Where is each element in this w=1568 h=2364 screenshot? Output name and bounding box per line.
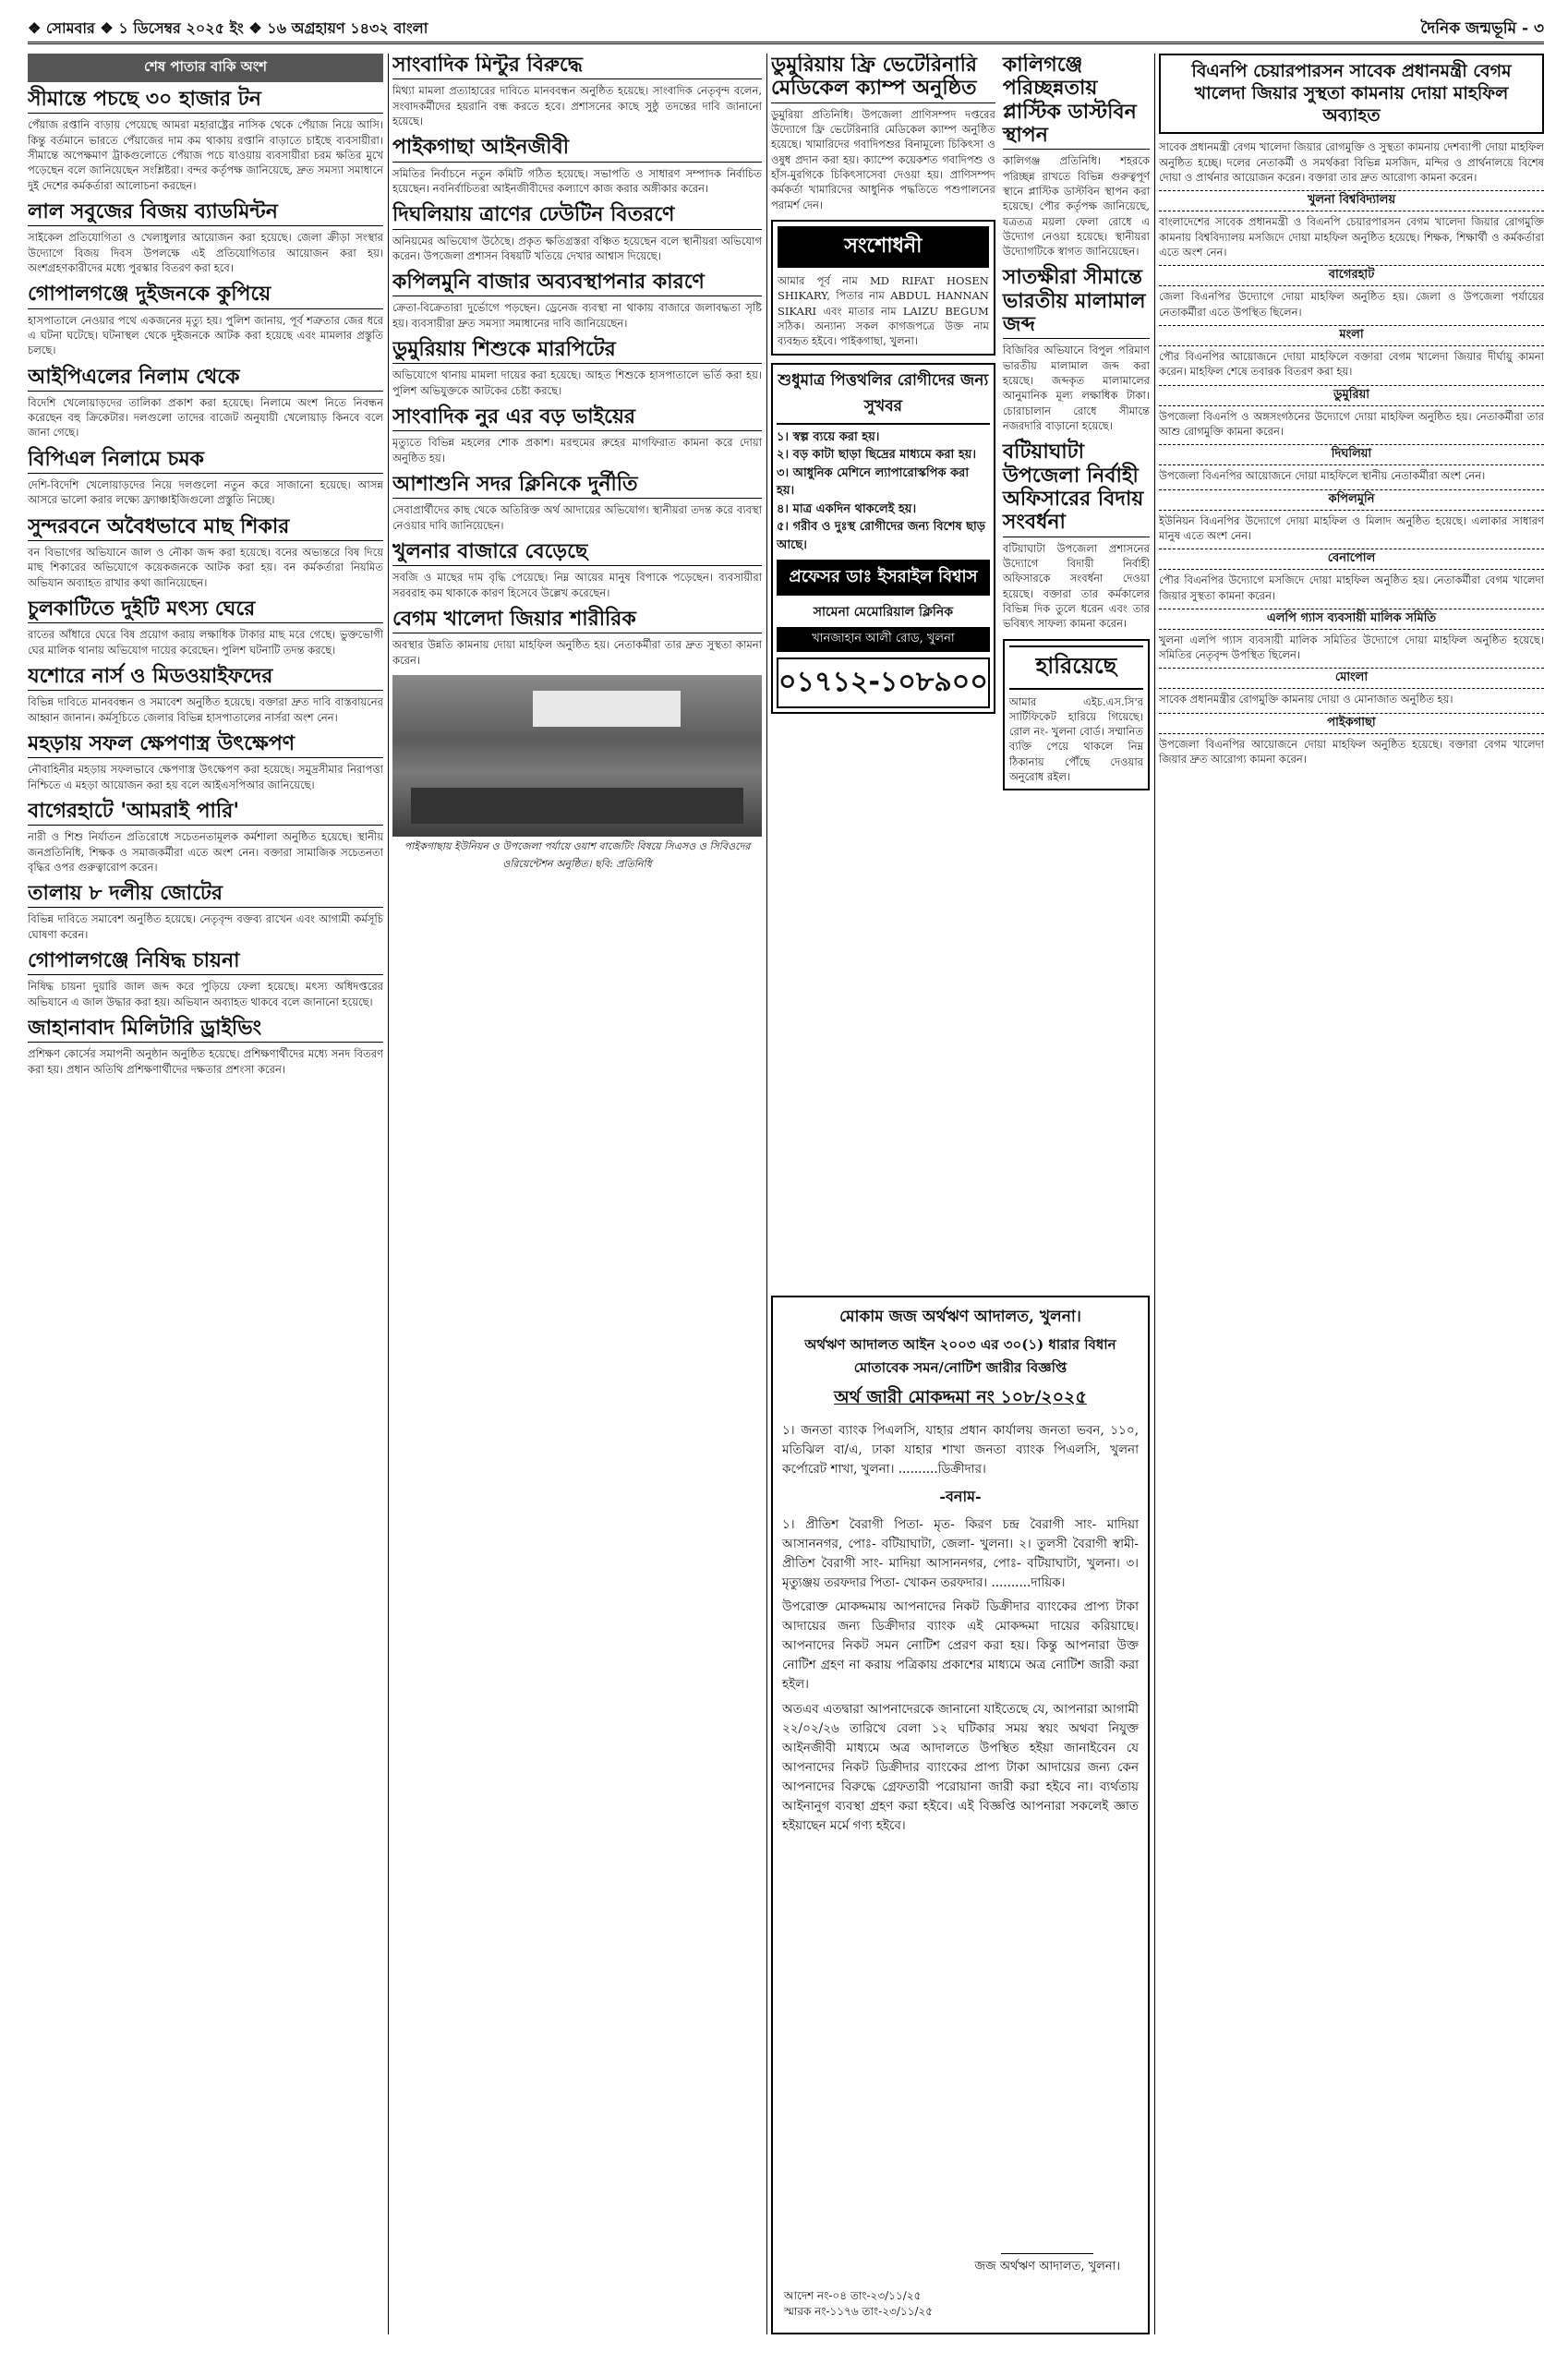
location-body: সাবেক প্রধানমন্ত্রীর রোগমুক্তি কামনায় দোয়া ও মোনাজাত অনুষ্ঠিত হয়।	[1159, 693, 1453, 706]
article-headline: বেগম খালেদা জিয়ার শারীরিক	[392, 608, 762, 633]
ad-items	[777, 428, 990, 555]
article-body: সমিতির নির্বাচনে নতুন কমিটি গঠিত হয়েছে। সভাপতি ও সাধারণ সম্পাদক নির্বাচিত হয়েছেন। নবনির্বাচিতরা আইনজীবীদের কল্যাণে কাজ করার অঙ্গীকার করেন।	[392, 166, 762, 195]
legal-case-number: অর্থ জারী মোকদ্দমা নং ১০৮/২০২৫	[834, 1387, 1087, 1407]
article-headline: সাংবাদিক মিন্টুর বিরুদ্ধে	[392, 54, 762, 79]
ad-item: ৩। আধুনিক মেশিনে ল্যাপারোস্কপিক করা হয়।	[777, 465, 970, 499]
article-body: অনিয়মের অভিযোগ উঠেছে। প্রকৃত ক্ষতিগ্রস্তরা বঞ্চিত হয়েছেন বলে স্থানীয়রা অভিযোগ করেন। উপজেলা প্রশাসন বিষয়টি খতিয়ে দেখার আশ্বাস দিয়েছে।	[392, 234, 762, 262]
article-body: সবজি ও মাছের দাম বৃদ্ধি পেয়েছে। নিম্ন আয়ের মানুষ বিপাকে পড়েছেন। ব্যবসায়ীরা সরবরাহ কম থাকাকে কারণ হিসেবে উল্লেখ করেছেন।	[392, 571, 762, 599]
article-headline: সীমান্তে পচছে ৩০ হাজার টন	[28, 88, 383, 114]
location-body: উপজেলা বিএনপি ও অঙ্গসংগঠনের উদ্যোগে দোয়া মাহফিল অনুষ্ঠিত হয়। নেতাকর্মীরা তার আশু রোগমুক্তি কামনা করেন।	[1159, 409, 1544, 438]
location-body: জেলা বিএনপির উদ্যোগে দোয়া মাহফিল অনুষ্ঠিত হয়। জেলা ও উপজেলা পর্যায়ের নেতাকর্মীরা এতে উপস্থিত ছিলেন।	[1159, 290, 1544, 319]
article-headline: আশাশুনি সদর ক্লিনিকে দুর্নীতি	[392, 473, 762, 499]
article	[28, 1017, 383, 1077]
article	[28, 665, 383, 725]
article-headline: ডুমুরিয়ায় শিশুকে মারপিটের	[392, 338, 762, 364]
page-header	[28, 17, 1544, 44]
ad-headline: শুধুমাত্র পিত্তথলির রোগীদের জন্য সুখবর	[777, 368, 990, 425]
legal-defendants: ১। প্রীতিশ বৈরাগী পিতা- মৃত- কিরণ চন্দ্র বৈরাগী সাং- মাদিয়া আসাননগর, পোঃ- বটিয়াঘাটা, জেলা- খুলনা। ২। তুলসী বৈরাগী স্বামী- প্রীতিশ বৈরাগী সাং- মাদিয়া আসাননগর, পোঃ- বটিয়াঘাটা, খুলনা। ৩। মৃত্যুঞ্জয় তরফদার পিতা- খোকন তরফদার। ..........দায়িক।	[782, 1516, 1139, 1590]
photo-table	[411, 788, 743, 824]
article-body: রাতের আঁধারে ঘেরে বিষ প্রয়োগ করায় লক্ষাধিক টাকার মাছ মরে গেছে। ভুক্তভোগী ঘের মালিক থানায় অভিযোগ দায়ের করেছেন। পুলিশ ঘটনাটি তদন্ত করছে।	[28, 628, 383, 657]
photo-caption: পাইকগাছায় ইউনিয়ন ও উপজেলা পর্যায়ে ওয়াশ বাজেটিং বিষয়ে সিএসও ও সিবিওদের ওরিয়েন্টেশন অনুষ্ঠিত। ছবি: প্রতিনিধি	[404, 839, 751, 870]
location-subhead: এলপি গ্যাস ব্যবসায়ী মালিক সমিতি	[1159, 609, 1544, 630]
article-body: সেবাপ্রার্থীদের কাছ থেকে অতিরিক্ত অর্থ আদায়ের অভিযোগ। স্থানীয়রা তদন্ত করে ব্যবস্থা নেওয়ার দাবি জানিয়েছেন।	[392, 503, 762, 532]
article	[28, 200, 383, 275]
header-date: ❖ সোমবার ❖ ১ ডিসেম্বর ২০২৫ ইং ❖ ১৬ অগ্রহায়ণ ১৪৩২ বাংলা	[28, 19, 428, 37]
location-body: উপজেলা বিএনপির আয়োজনে দোয়া মাহফিলে স্থানীয় নেতাকর্মীরা অংশ নেন।	[1159, 469, 1486, 483]
article-body: হাসপাতালে নেওয়ার পথে একজনের মৃত্যু হয়। পুলিশ জানায়, পূর্ব শত্রুতার জের ধরে এ ঘটনা ঘটেছে। ঘটনাস্থল থেকে দুইজনকে আটক করা হয়েছে এবং মামলার প্রস্তুতি চলছে।	[28, 313, 383, 357]
article-headline: দিঘলিয়ায় ত্রাণের ঢেউটিন বিতরণে	[392, 203, 762, 229]
article	[28, 800, 383, 874]
article	[392, 54, 762, 128]
location-subhead: দিঘলিয়া	[1159, 444, 1544, 465]
article-body: বন বিভাগের অভিযানে জাল ও নৌকা জব্দ করা হয়েছে। বনের অভ্যন্তরে বিষ দিয়ে মাছ শিকারের অভিযোগে কয়েকজনকে আটক করা হয়। বন কর্মকর্তারা নিয়মিত অভিযান অব্যাহত রাখার কথা জানিয়েছেন।	[28, 546, 383, 589]
article-body: নিষিদ্ধ চায়না দুয়ারি জাল জব্দ করে পুড়িয়ে ফেলা হয়েছে। মৎস্য অধিদপ্তরের অভিযানে এ জাল উদ্ধার করা হয়। অভিযান অব্যাহত থাকবে বলে জানানো হয়েছে।	[28, 980, 383, 1008]
article-headline: খুলনার বাজারে বেড়েছে	[392, 540, 762, 566]
lost-title: হারিয়েছে	[1009, 645, 1143, 690]
ad-address: খানজাহান আলী রোড, খুলনা	[777, 627, 990, 652]
location-subhead: খুলনা বিশ্ববিদ্যালয়	[1159, 190, 1544, 211]
article-headline: সাংবাদিক নুর এর বড় ভাইয়ের	[392, 405, 762, 431]
article-body: বিভিন্ন দাবিতে সমাবেশ অনুষ্ঠিত হয়েছে। নেতৃবৃন্দ বক্তব্য রাখেন এবং আগামী কর্মসূচি ঘোষণা করেন।	[28, 912, 383, 941]
article-body: দেশি-বিদেশি খেলোয়াড়দের নিয়ে দলগুলো নতুন করে সাজানো হয়েছে। আসন্ন আসরে ভালো করার লক্ষ্যে ফ্র্যাঞ্চাইজিগুলো প্রস্তুতি নিচ্ছে।	[28, 478, 383, 507]
location-subhead: বাগেরহাট	[1159, 265, 1544, 286]
legal-footer	[784, 2288, 933, 2320]
article-headline: সাতক্ষীরা সীমান্তে ভারতীয় মালামাল জব্দ	[1003, 266, 1150, 339]
correction-notice	[771, 220, 995, 356]
article-body: নারী ও শিশু নির্যাতন প্রতিরোধে সচেতনতামূলক কর্মশালা অনুষ্ঠিত হয়েছে। স্থানীয় জনপ্রতিনিধি, শিক্ষক ও সমাজকর্মীরা এতে অংশ নেন। বক্তারা সামাজিক সচেতনতা বৃদ্ধির ওপর গুরুত্বারোপ করেন।	[28, 830, 383, 874]
location-subhead: মংলা	[1159, 325, 1544, 346]
article-body: প্রশিক্ষণ কোর্সের সমাপনী অনুষ্ঠান অনুষ্ঠিত হয়েছে। প্রশিক্ষণার্থীদের মধ্যে সনদ বিতরণ করা হয়। প্রধান অতিথি প্রশিক্ষণার্থীদের দক্ষতার প্রশংসা করেন।	[28, 1047, 383, 1076]
article-body: ডুমুরিয়া প্রতিনিধি। উপজেলা প্রাণিসম্পদ দপ্তরের উদ্যোগে ফ্রি ভেটেরিনারি মেডিকেল ক্যাম্প অনুষ্ঠিত হয়েছে। খামারিদের গবাদিপশুর বিনামূল্যে চিকিৎসা ও ওষুধ প্রদান করা হয়। ক্যাম্পে কয়েকশত গবাদিপশু ও হাঁস-মুরগিকে চিকিৎসাসেবা দেওয়া হয়। প্রাণিসম্পদ কর্মকর্তা খামারিদের আধুনিক পদ্ধতিতে পশুপালনের পরামর্শ দেন।	[771, 107, 995, 211]
article	[28, 515, 383, 590]
article-headline: কালিগঞ্জে পরিচ্ছন্নতায় প্লাস্টিক ডাস্টবিন স্থাপন	[1003, 54, 1150, 150]
article	[392, 271, 762, 331]
article-body: কালিগঞ্জ প্রতিনিধি। শহরকে পরিচ্ছন্ন রাখতে বিভিন্ন গুরুত্বপূর্ণ স্থানে প্লাস্টিক ডাস্টবিন স্থাপন করা হয়েছে। পৌর কর্তৃপক্ষ জানিয়েছে, যত্রতত্র ময়লা ফেলা রোধে এ উদ্যোগ নেওয়া হয়েছে। স্থানীয়রা উদ্যোগটিকে স্বাগত জানিয়েছেন।	[1002, 154, 1150, 259]
article-headline: মহড়ায় সফল ক্ষেপণাস্ত্র উৎক্ষেপণ	[28, 732, 383, 758]
article	[392, 608, 762, 668]
article-body: বিদেশি খেলোয়াড়দের তালিকা প্রকাশ করা হয়েছে। নিলামে অংশ নিতে নিবন্ধন করেছেন বহু ক্রিকেটার। দলগুলো তাদের বাজেট অনুযায়ী খেলোয়াড় কিনবে বলে জানা গেছে।	[28, 395, 383, 440]
article-body: মিথ্যা মামলা প্রত্যাহারের দাবিতে মানববন্ধন অনুষ্ঠিত হয়েছে। সাংবাদিক নেতৃবৃন্দ বলেন, সংবাদকর্মীদের হয়রানি বন্ধ করতে হবে। প্রশাসনের কাছে সুষ্ঠু তদন্তের দাবি জানানো হয়েছে।	[392, 84, 762, 127]
location-body: খুলনা এলপি গ্যাস ব্যবসায়ী মালিক সমিতির উদ্যোগে দোয়া মাহফিল অনুষ্ঠিত হয়েছে। সমিতির নেতৃবৃন্দ উপস্থিত ছিলেন।	[1159, 633, 1544, 662]
header-paper-name: দৈনিক জন্মভূমি - ৩	[1420, 18, 1544, 38]
location-body: পৌর বিএনপির উদ্যোগে মসজিদে দোয়া মাহফিল অনুষ্ঠিত হয়। নেতাকর্মীরা বেগম খালেদা জিয়ার সুস্থতা কামনা করেন।	[1159, 573, 1544, 602]
lead-intro: সাবেক প্রধানমন্ত্রী বেগম খালেদা জিয়ার রোগমুক্তি ও সুস্থতা কামনায় দেশব্যাপী দোয়া মাহফিল অনুষ্ঠিত হচ্ছে। দলের নেতাকর্মী ও সমর্থকরা বিভিন্ন মসজিদ, মন্দির ও প্রার্থনালয়ে বিশেষ দোয়া ও প্রার্থনার আয়োজন করেন। বক্তারা তার দ্রুত আরোগ্য কামনা করেন।	[1159, 140, 1544, 184]
article-body: ক্রেতা-বিক্রেতারা দুর্ভোগে পড়ছেন। ড্রেনেজ ব্যবস্থা না থাকায় বাজারে জলাবদ্ধতা সৃষ্টি হয়। ব্যবসায়ীরা দ্রুত সমস্যা সমাধানের দাবি জানিয়েছেন।	[392, 301, 762, 330]
article-headline: বিপিএল নিলামে চমক	[28, 448, 383, 474]
ad-clinic: সামেনা মেমোরিয়াল ক্লিনিক	[813, 605, 954, 621]
location-subhead: পাইকগাছা	[1159, 713, 1544, 734]
ad-phone: ০১৭১২-১০৮৯০০	[777, 657, 990, 708]
signature-title: জজ অর্থঋণ আদালত, খুলনা।	[974, 2260, 1120, 2274]
article-headline: তালায় ৮ দলীয় জোটের	[28, 882, 383, 908]
legal-plaintiff: ১। জনতা ব্যাংক পিএলসি, যাহার প্রধান কার্যালয় জনতা ভবন, ১১০, মতিঝিল বা/এ, ঢাকা যাহার শাখা জনতা ব্যাংক পিএলসি, খুলনা কর্পোরেট শাখা, খুলনা। ..........ডিক্রীদার।	[782, 1423, 1139, 1477]
article-body: বিভিন্ন দাবিতে মানববন্ধন ও সমাবেশ অনুষ্ঠিত হয়েছে। বক্তারা দ্রুত দাবি বাস্তবায়নের আহ্বান জানান। কর্মসূচিতে জেলার বিভিন্ন হাসপাতালের নার্সরা অংশ নেন।	[28, 695, 383, 724]
article	[1003, 440, 1150, 631]
article-body: নৌবাহিনীর মহড়ায় সফলভাবে ক্ষেপণাস্ত্র উৎক্ষেপণ করা হয়েছে। সমুদ্রসীমার নিরাপত্তা নিশ্চিতে এ মহড়া আয়োজন করা হয় বলে আইএসপিআর জানিয়েছে।	[28, 763, 383, 791]
article	[28, 448, 383, 508]
location-subhead: কপিলমুনি	[1159, 489, 1544, 511]
article-headline: যশোরে নার্স ও মিডওয়াইফদের	[28, 665, 383, 691]
ad-item: ১। স্বল্প ব্যয়ে করা হয়।	[777, 429, 880, 444]
location-subhead: ডুমুরিয়া	[1159, 385, 1544, 406]
location-body: ইউনিয়ন বিএনপির উদ্যোগে দোয়া মাহফিল ও মিলাদ অনুষ্ঠিত হয়েছে। এলাকার সাধারণ মানুষ এতে অংশ নেন।	[1159, 513, 1544, 542]
article	[28, 597, 383, 657]
article-headline: পাইকগাছা আইনজীবী	[392, 136, 762, 162]
article-body: অভিযোগে থানায় মামলা দায়ের করা হয়েছে। আহত শিশুকে হাসপাতালে ভর্তি করা হয়। পুলিশ অভিযুক্তকে আটকের চেষ্টা করছে।	[392, 368, 762, 397]
article	[392, 136, 762, 196]
legal-act: অর্থঋণ আদালত আইন ২০০৩ এর ৩০(১) ধারার বিধান মোতাবেক সমন/নোটিশ জারীর বিজ্ঞপ্তি	[804, 1336, 1116, 1376]
lost-body: আমার এইচ.এস.সি'র সার্টিফিকেট হারিয়ে গিয়েছে। রোল নং- খুলনা বোর্ড। সম্মানিত ব্যক্তি পেয়ে থাকলে নিম্ন ঠিকানায় পৌঁছে দেওয়ার অনুরোধ রইল।	[1008, 694, 1143, 784]
article-headline: বটিয়াঘাটা উপজেলা নির্বাহী অফিসারের বিদায় সংবর্ধনা	[1003, 440, 1150, 537]
legal-memo-no: স্মারক নং-১১৭৬ তাং-২৩/১১/২৫	[784, 2305, 934, 2319]
article-body: মৃত্যুতে বিভিন্ন মহলের শোক প্রকাশ। মরহুমের রুহের মাগফিরাত কামনা করে দোয়া অনুষ্ঠিত হয়।	[392, 436, 762, 464]
ad-doctor: প্রফেসর ডাঃ ইসরাইল বিশ্বাস	[777, 560, 990, 596]
location-body: বাংলাদেশের সাবেক প্রধানমন্ত্রী ও বিএনপি চেয়ারপারসন বেগম খালেদা জিয়ার রোগমুক্তি কামনায় বিশ্ববিদ্যালয় মসজিদে দোয়া মাহফিল অনুষ্ঠিত হয়েছে। শিক্ষক, শিক্ষার্থী ও কর্মকর্তারা এতে অংশ নেন।	[1159, 215, 1544, 259]
article	[392, 203, 762, 263]
article-body: বিজিবির অভিযানে বিপুল পরিমাণ ভারতীয় মালামাল জব্দ করা হয়েছে। জব্দকৃত মালামালের আনুমানিক মূল্য লক্ষাধিক টাকা। চোরাচালান রোধে সীমান্তে নজরদারি বাড়ানো হয়েছে।	[1002, 344, 1150, 433]
photo-stage-banner	[533, 691, 681, 727]
column-2	[392, 54, 762, 2334]
ad-item: ৫। গরীব ও দুঃস্থ রোগীদের জন্য বিশেষ ছাড় আছে।	[777, 520, 986, 552]
article	[1003, 54, 1150, 259]
newspaper-page	[28, 17, 1544, 2353]
article	[771, 54, 995, 212]
legal-paragraph: অতএব এতদ্বারা আপনাদেরকে জানানো যাইতেছে যে, আপনারা আগামী ২২/০২/২৬ তারিখে বেলা ১২ ঘটিকার সময় স্বয়ং অথবা নিযুক্ত আইনজীবী মাধ্যমে অত্র আদালতে উপস্থিত হইয়া জানাইবেন যে আপনাদের নিকট ডিক্রীদার ব্যাংকের প্রাপ্য টাকা আদায়ের জন্য কেন আপনাদের বিরুদ্ধে গ্রেফতারী পরোয়ানা জারী করা হইবে না। ব্যর্থতায় আইনানুগ ব্যবস্থা গ্রহণ করা হইবে। এই বিজ্ঞপ্তি আপনারা সকলেই জ্ঞাত হইয়াছেন মর্মে গণ্য হইবে।	[782, 1702, 1139, 1833]
legal-paragraph: উপরোক্ত মোকদ্দমায় আপনাদের নিকট ডিক্রীদার ব্যাংকের প্রাপ্য টাকা আদায়ের জন্য ডিক্রীদার ব্যাংক এই মোকদ্দমা দায়ের করিয়াছে। আপনাদের নিকট সমন নোটিশ প্রেরণ করা হয়। কিন্তু আপনারা উক্ত নোটিশ গ্রহণ না করায় পত্রিকায় প্রকাশের মাধ্যমে অত্র নোটিশ জারী করা হইল।	[782, 1599, 1139, 1693]
legal-court: মোকাম জজ অর্থঋণ আদালত, খুলনা।	[839, 1308, 1081, 1326]
article	[392, 405, 762, 465]
article	[1003, 266, 1150, 433]
article-headline: সুন্দরবনে অবৈধভাবে মাছ শিকার	[28, 515, 383, 541]
article	[392, 473, 762, 533]
article-headline: লাল সবুজের বিজয় ব্যাডমিন্টন	[28, 200, 383, 226]
article-headline: ডুমুরিয়ায় ফ্রি ভেটেরিনারি মেডিকেল ক্যাম্প অনুষ্ঠিত	[771, 54, 995, 103]
article-headline: গোপালগঞ্জে দুইজনকে কুপিয়ে	[28, 283, 383, 308]
article-headline: কপিলমুনি বাজার অব্যবস্থাপনার কারণে	[392, 271, 762, 296]
section-banner: শেষ পাতার বাকি অংশ	[28, 54, 383, 82]
legal-versus: -বনাম-	[939, 1487, 982, 1505]
legal-notice	[771, 1296, 1150, 2334]
column-1	[28, 54, 383, 2334]
ad-item: ৪। মাত্র একদিন থাকলেই হয়।	[777, 501, 917, 516]
article-body: বটিয়াঘাটা উপজেলা প্রশাসনের উদ্যোগে বিদায়ী নির্বাহী অফিসারকে সংবর্ধনা দেওয়া হয়েছে। বক্তারা তার কর্মকালের বিভিন্ন দিক তুলে ধরেন এবং তার ভবিষ্যৎ সাফল্য কামনা করেন।	[1002, 541, 1150, 631]
location-body: উপজেলা বিএনপির আয়োজনে দোয়া মাহফিল অনুষ্ঠিত হয়েছে। বক্তারা বেগম খালেদা জিয়ার দ্রুত আরোগ্য কামনা করেন।	[1159, 737, 1544, 766]
location-subhead: বেনাপোল	[1159, 549, 1544, 570]
article	[28, 949, 383, 1009]
article-headline: চুলকাটিতে দুইটি মৎস্য ঘেরে	[28, 597, 383, 623]
article	[28, 732, 383, 792]
ad-item: ২। বড় কাটা ছাড়া ছিদ্রের মাধ্যমে করা হয়।	[777, 448, 976, 463]
article	[28, 283, 383, 357]
medical-advertisement	[771, 363, 995, 715]
article	[392, 338, 762, 398]
article-headline: গোপালগঞ্জে নিষিদ্ধ চায়না	[28, 949, 383, 975]
correction-body: আমার পূর্ব নাম MD RIFAT HOSEN SHIKARY, পিতার নাম ABDUL HANNAN SIKARI এবং মাতার নাম LAIZU BEGUM সঠিক। অন্যান্য সকল কাগজপত্রে উক্ত নাম ব্যবহৃত হইবে। পাইকগাছা, খুলনা।	[778, 273, 989, 348]
column-divider	[1154, 54, 1155, 2334]
article	[28, 88, 383, 193]
column-divider	[388, 54, 389, 2334]
article-body: পেঁয়াজ রপ্তানি বাড়ায় পেয়েছে আমরা মহারাষ্ট্রের নাসিক থেকে পেঁয়াজ নিয়ে আসি। কিন্তু বর্তমানে ভারতে পেঁয়াজের দাম কম থাকায় রপ্তানি বাড়াতে চাইছে ব্যবসায়ীরা। সীমান্তে অপেক্ষমাণ ট্রাকগুলোতে পেঁয়াজ পচে যাওয়ায় ব্যবসায়ীরা চরম ক্ষতির মুখে পড়েছেন বলে জানিয়েছেন সংশ্লিষ্টরা। বন্দর কর্তৃপক্ষ জানিয়েছে, দ্রুত সমস্যা সমাধানে দুই দেশের কর্মকর্তারা আলোচনা করছেন।	[28, 118, 383, 192]
column-divider	[766, 54, 767, 2334]
signature-icon	[1001, 2217, 1093, 2254]
article-headline: বাগেরহাটে 'আমরাই পারি'	[28, 800, 383, 826]
article-body: সাইকেল প্রতিযোগিতা ও খেলাধুলার আয়োজন করা হয়েছে। জেলা ক্রীড়া সংস্থার উদ্যোগে বিজয় দিবস উপলক্ষে এই প্রতিযোগিতার আয়োজন করা হয়। অংশগ্রহণকারীদের মধ্যে পুরস্কার বিতরণ করা হবে।	[28, 231, 383, 274]
article	[392, 540, 762, 600]
news-photo	[392, 675, 762, 837]
lost-notice	[1003, 639, 1150, 791]
article-body: অবস্থার উন্নতি কামনায় দোয়া মাহফিল অনুষ্ঠিত হয়। নেতাকর্মীরা তার দ্রুত সুস্থতা কামনা করেন।	[392, 638, 762, 667]
legal-order-no: আদেশ নং-০৪ তাং-২৩/১১/২৫	[784, 2289, 922, 2303]
article-headline: জাহানাবাদ মিলিটারি ড্রাইভিং	[28, 1017, 383, 1043]
column-3	[771, 54, 1150, 1282]
location-body: পৌর বিএনপির আয়োজনে দোয়া মাহফিলে বক্তারা বেগম খালেদা জিয়ার দীর্ঘায়ু কামনা করেন। মাহফিল শেষে তবারক বিতরণ করা হয়।	[1159, 349, 1544, 379]
article-headline: আইপিএলের নিলাম থেকে	[28, 366, 383, 392]
correction-title: সংশোধনী	[778, 226, 989, 268]
legal-signature	[974, 2217, 1120, 2277]
article	[28, 366, 383, 440]
article	[28, 882, 383, 942]
lead-headline: বিএনপি চেয়ারপারসন সাবেক প্রধানমন্ত্রী বেগম খালেদা জিয়ার সুস্থতা কামনায় দোয়া মাহফিল অব্যাহত	[1159, 54, 1544, 134]
column-4	[1159, 54, 1544, 2334]
location-subhead: মোংলা	[1159, 668, 1544, 689]
